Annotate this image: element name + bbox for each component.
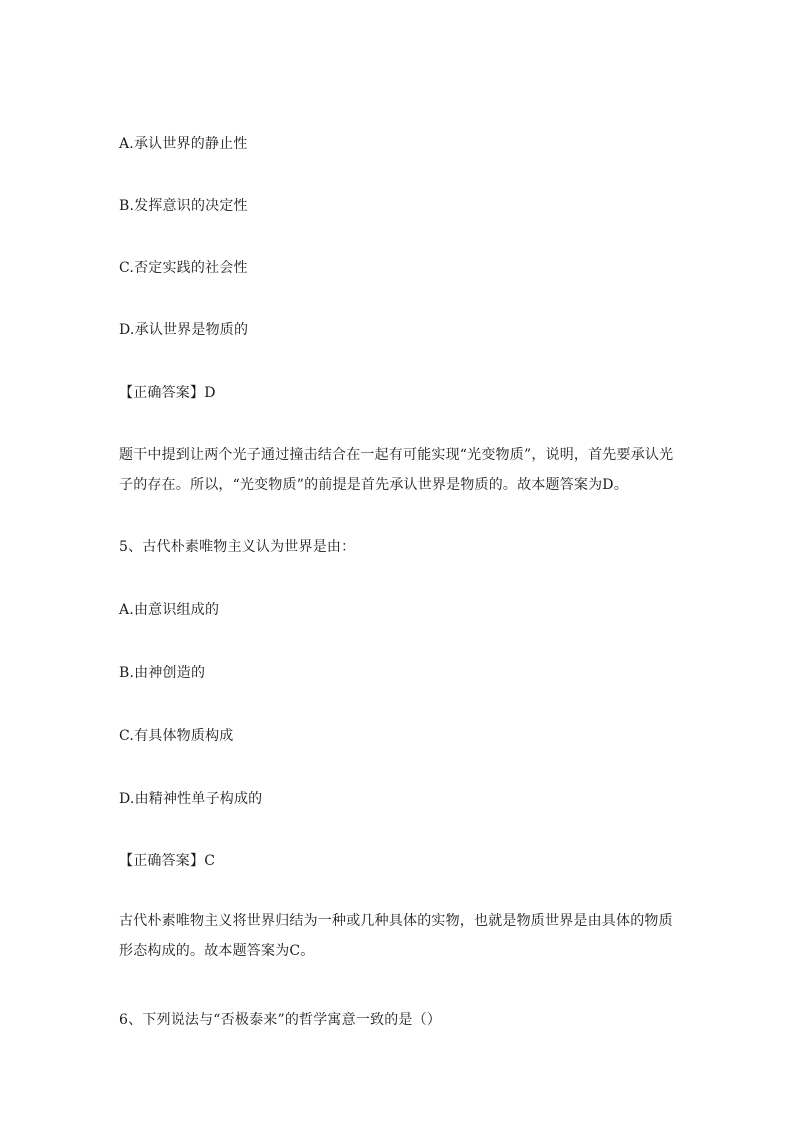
q5-answer: 【正确答案】C <box>119 853 216 869</box>
q6-question: 6、下列说法与“否极泰来”的哲学寓意一致的是（） <box>119 1012 442 1028</box>
q4-option-a: A.承认世界的静止性 <box>119 136 248 152</box>
q4-explanation-line-2: 子的存在。所以，“光变物质”的前提是首先承认世界是物质的。故本题答案为D。 <box>119 477 628 493</box>
q5-option-d: D.由精神性单子构成的 <box>119 791 263 807</box>
q5-explanation-line-2: 形态构成的。故本题答案为C。 <box>119 943 315 959</box>
q4-option-d: D.承认世界是物质的 <box>119 322 249 338</box>
q5-explanation <box>119 906 679 966</box>
q4-explanation <box>119 440 679 500</box>
q4-option-c: C.否定实践的社会性 <box>119 260 248 276</box>
q4-explanation-line-1: 题干中提到让两个光子通过撞击结合在一起有可能实现“光变物质”，说明，首先要承认光 <box>119 447 674 463</box>
q5-option-a: A.由意识组成的 <box>119 602 220 618</box>
q4-option-b: B.发挥意识的决定性 <box>119 198 248 214</box>
q5-option-b: B.由神创造的 <box>119 665 206 681</box>
q5-option-c: C.有具体物质构成 <box>119 728 234 744</box>
q4-answer: 【正确答案】D <box>119 385 216 401</box>
q5-question: 5、古代朴素唯物主义认为世界是由： <box>119 539 356 555</box>
q5-explanation-line-1: 古代朴素唯物主义将世界归结为一种或几种具体的实物，也就是物质世界是由具体的物质 <box>119 913 673 929</box>
